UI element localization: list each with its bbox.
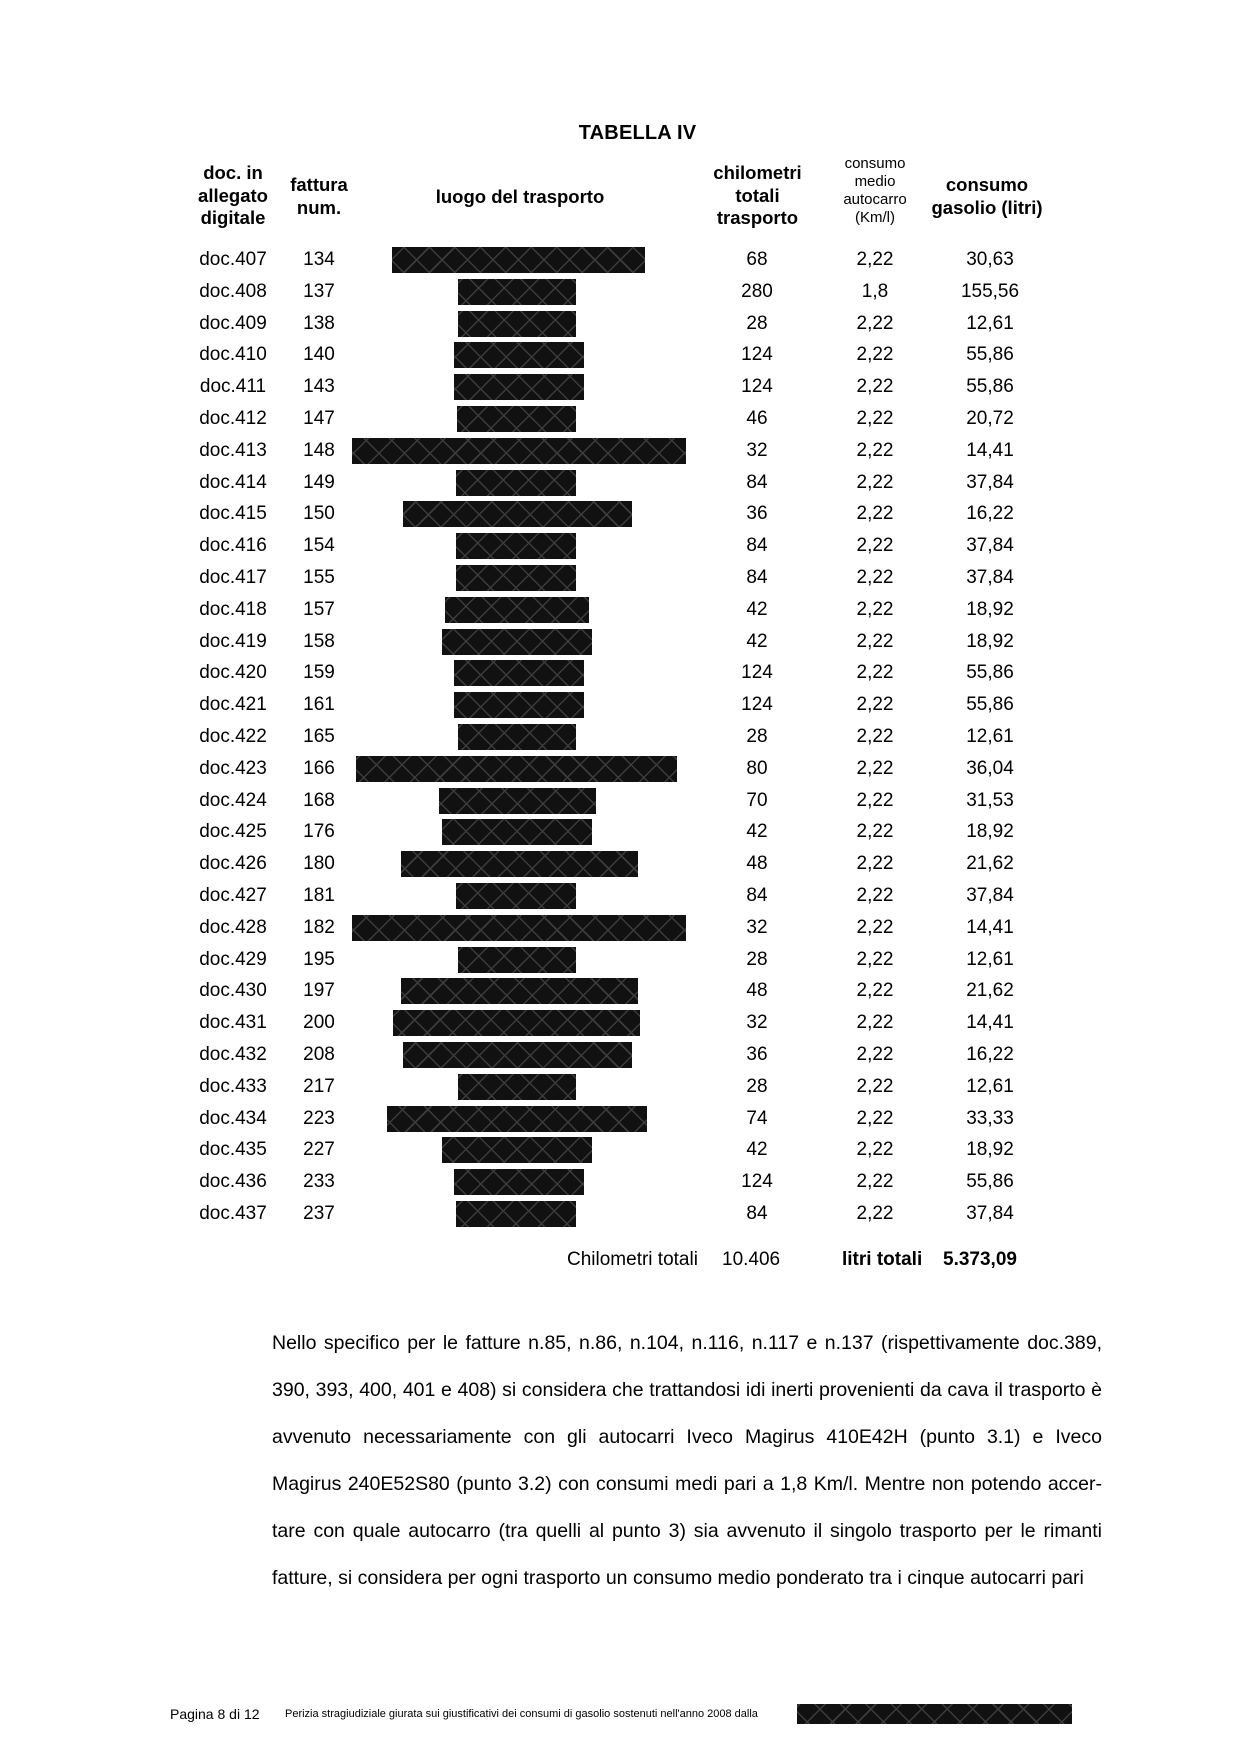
doc-cell: doc.434 [199, 1107, 267, 1129]
consumo-medio-cell: 2,22 [856, 1044, 894, 1065]
redaction-block [458, 1074, 576, 1100]
km-total-label: Chilometri totali [567, 1249, 698, 1270]
km-cell: 36 [746, 1044, 768, 1065]
km-cell: 70 [746, 789, 768, 811]
table-row [0, 689, 1240, 721]
consumo-medio-cell: 2,22 [856, 853, 894, 875]
doc-cell: doc.426 [199, 853, 267, 875]
km-total-value: 10.406 [722, 1249, 781, 1270]
consumo-medio-cell: 2,22 [856, 567, 894, 588]
gasolio-cell: 155,56 [960, 280, 1020, 302]
doc-cell: doc.419 [199, 630, 267, 652]
gasolio-cell: 37,84 [966, 471, 1014, 493]
table-row [0, 1198, 1240, 1230]
redaction-block [356, 756, 677, 782]
redaction-block [458, 724, 576, 750]
fattura-cell: 140 [303, 344, 335, 366]
redaction-block [456, 470, 576, 496]
redaction-block [454, 374, 584, 400]
km-cell: 48 [746, 853, 768, 875]
table-row [0, 244, 1240, 276]
consumo-medio-cell: 2,22 [856, 980, 894, 1002]
redaction-block [401, 978, 638, 1004]
km-cell: 84 [746, 1203, 768, 1224]
redaction-block [456, 565, 576, 591]
km-cell: 32 [746, 1012, 768, 1034]
gasolio-cell: 37,84 [966, 567, 1014, 588]
fattura-cell: 217 [303, 1075, 335, 1097]
redaction-block [458, 947, 576, 973]
fattura-cell: 166 [303, 757, 335, 779]
fattura-cell: 147 [303, 408, 335, 429]
consumo-medio-cell: 2,22 [856, 1139, 894, 1161]
fattura-cell: 197 [303, 980, 335, 1002]
redaction-block [442, 819, 592, 845]
gasolio-cell: 55,86 [966, 376, 1014, 398]
gasolio-cell: 12,61 [966, 1075, 1014, 1097]
km-cell: 28 [746, 1075, 768, 1097]
fattura-cell: 227 [303, 1139, 335, 1161]
fattura-cell: 159 [303, 662, 335, 684]
table-row [0, 1039, 1240, 1071]
table-row [0, 1071, 1240, 1103]
doc-cell: doc.411 [199, 376, 267, 398]
km-cell: 46 [746, 408, 768, 429]
table-row [0, 912, 1240, 944]
km-cell: 28 [746, 948, 768, 970]
doc-cell: doc.428 [199, 916, 267, 938]
gasolio-cell: 55,86 [966, 662, 1014, 684]
redaction-block [442, 1137, 592, 1163]
redaction-block [392, 247, 645, 273]
doc-cell: doc.413 [199, 439, 267, 461]
gasolio-cell: 31,53 [966, 789, 1014, 811]
doc-cell: doc.427 [199, 885, 267, 906]
redaction-block [457, 406, 576, 432]
km-cell: 32 [746, 916, 768, 938]
fattura-cell: 148 [303, 439, 335, 461]
consumo-medio-cell: 2,22 [856, 1171, 894, 1193]
gasolio-cell: 14,41 [966, 1012, 1014, 1034]
table-row [0, 626, 1240, 658]
gasolio-cell: 55,86 [966, 1171, 1014, 1193]
km-cell: 84 [746, 535, 768, 557]
redaction-block [403, 1042, 632, 1068]
redaction-block [458, 279, 576, 305]
consumo-medio-cell: 2,22 [856, 249, 894, 270]
header-doc: doc. in allegato digitale [198, 162, 268, 229]
consumo-medio-cell: 2,22 [856, 598, 894, 620]
gasolio-cell: 30,63 [966, 249, 1014, 270]
fattura-cell: 182 [303, 916, 335, 938]
km-cell: 280 [741, 280, 773, 302]
fattura-cell: 200 [303, 1012, 335, 1034]
table-row [0, 371, 1240, 403]
redaction-block [393, 1010, 640, 1036]
redaction-block [403, 501, 632, 527]
litri-total-value: 5.373,09 [943, 1249, 1017, 1270]
consumo-medio-cell: 2,22 [856, 471, 894, 493]
doc-cell: doc.423 [199, 757, 267, 779]
consumo-medio-cell: 2,22 [856, 408, 894, 429]
km-cell: 48 [746, 980, 768, 1002]
fattura-cell: 208 [303, 1044, 335, 1065]
gasolio-cell: 18,92 [966, 630, 1014, 652]
fattura-cell: 137 [303, 280, 335, 302]
redaction-block [456, 1201, 576, 1227]
table-row [0, 880, 1240, 912]
doc-cell: doc.425 [199, 821, 267, 843]
fattura-cell: 165 [303, 726, 335, 747]
km-cell: 80 [746, 757, 768, 779]
doc-cell: doc.429 [199, 948, 267, 970]
km-cell: 32 [746, 439, 768, 461]
gasolio-cell: 21,62 [966, 853, 1014, 875]
km-cell: 36 [746, 503, 768, 525]
footer-text: Perizia stragiudiziale giurata sui giustificativi dei consumi di gasolio sostenuti nell'anno 2008 dalla [285, 1708, 758, 1720]
redaction-block [387, 1106, 647, 1132]
fattura-cell: 176 [303, 821, 335, 843]
doc-cell: doc.437 [199, 1203, 267, 1224]
redaction-block [456, 883, 576, 909]
header-fattura: fattura num. [290, 174, 348, 218]
km-cell: 74 [746, 1107, 768, 1129]
consumo-medio-cell: 2,22 [856, 662, 894, 684]
fattura-cell: 149 [303, 471, 335, 493]
km-cell: 84 [746, 885, 768, 906]
fattura-cell: 181 [303, 885, 335, 906]
gasolio-cell: 14,41 [966, 916, 1014, 938]
totals-row [0, 1245, 1240, 1275]
consumo-medio-cell: 2,22 [856, 1012, 894, 1034]
fattura-cell: 233 [303, 1171, 335, 1193]
km-cell: 68 [746, 249, 768, 270]
km-cell: 124 [741, 694, 773, 716]
consumo-medio-cell: 2,22 [856, 344, 894, 366]
doc-cell: doc.431 [199, 1012, 267, 1034]
table-row [0, 1007, 1240, 1039]
table-row [0, 276, 1240, 308]
km-cell: 28 [746, 726, 768, 747]
doc-cell: doc.436 [199, 1171, 267, 1193]
table-row [0, 1134, 1240, 1166]
body-paragraph: Nello specifico per le fatture n.85, n.86, n.104, n.116, n.117 e n.137 (rispettivamente doc.389, 390, 393, 400, 401 e 408) si considera che trattandosi idi inerti provenienti da cava il trasporto è avvenuto necessariamente con gli autocarri Iveco Magirus 410E42H (punto 3.1) e Iveco Magirus 240E52S80 (punto 3.2) con consumi medi pari a 1,8 Km/l. Mentre non potendo accer-tare con quale autocarro (tra quelli al punto 3) sia avvenuto il singolo trasporto per le rimanti fatture, si considera per ogni trasporto un consumo medio ponderato tra i cinque autocarri pari [272, 1332, 1102, 1589]
consumo-medio-cell: 2,22 [856, 821, 894, 843]
redaction-block [352, 915, 686, 941]
doc-cell: doc.420 [199, 662, 267, 684]
fattura-cell: 158 [303, 630, 335, 652]
consumo-medio-cell: 2,22 [856, 1075, 894, 1097]
consumo-medio-cell: 2,22 [856, 630, 894, 652]
table-row [0, 944, 1240, 976]
consumo-medio-cell: 2,22 [856, 1203, 894, 1224]
consumo-medio-cell: 2,22 [856, 694, 894, 716]
doc-cell: doc.432 [199, 1044, 267, 1065]
header-km: chilometri totali trasporto [713, 162, 802, 229]
table-row [0, 785, 1240, 817]
redaction-block [442, 629, 592, 655]
table-row [0, 403, 1240, 435]
consumo-medio-cell: 2,22 [856, 789, 894, 811]
table-row [0, 562, 1240, 594]
doc-cell: doc.407 [199, 249, 267, 270]
redaction-block [439, 788, 596, 814]
fattura-cell: 223 [303, 1107, 335, 1129]
table-title: TABELLA IV [578, 122, 697, 144]
fattura-cell: 138 [303, 312, 335, 334]
gasolio-cell: 21,62 [966, 980, 1014, 1002]
table-row [0, 1166, 1240, 1198]
header-consumo-medio: consumo medio autocarro (Km/l) [843, 155, 907, 226]
gasolio-cell: 20,72 [966, 408, 1014, 429]
table-row [0, 594, 1240, 626]
fattura-cell: 134 [303, 249, 335, 270]
consumo-medio-cell: 2,22 [856, 1107, 894, 1129]
doc-cell: doc.409 [199, 312, 267, 334]
gasolio-cell: 14,41 [966, 439, 1014, 461]
fattura-cell: 157 [303, 598, 335, 620]
fattura-cell: 168 [303, 789, 335, 811]
fattura-cell: 155 [303, 567, 335, 588]
km-cell: 84 [746, 471, 768, 493]
doc-cell: doc.430 [199, 980, 267, 1002]
table-row [0, 816, 1240, 848]
doc-cell: doc.408 [199, 280, 267, 302]
header-luogo: luogo del trasporto [435, 186, 605, 207]
gasolio-cell: 12,61 [966, 312, 1014, 334]
doc-cell: doc.421 [199, 694, 267, 716]
km-cell: 124 [741, 344, 773, 366]
doc-cell: doc.417 [199, 567, 267, 588]
doc-cell: doc.422 [199, 726, 267, 747]
table-row [0, 721, 1240, 753]
table-row [0, 308, 1240, 340]
gasolio-cell: 16,22 [966, 503, 1014, 525]
gasolio-cell: 37,84 [966, 535, 1014, 557]
doc-cell: doc.415 [199, 503, 267, 525]
gasolio-cell: 12,61 [966, 726, 1014, 747]
gasolio-cell: 55,86 [966, 694, 1014, 716]
doc-cell: doc.424 [199, 789, 267, 811]
fattura-cell: 143 [303, 376, 335, 398]
redaction-block [352, 438, 686, 464]
consumo-medio-cell: 2,22 [856, 312, 894, 334]
redaction-block [445, 597, 589, 623]
consumo-medio-cell: 2,22 [856, 948, 894, 970]
redaction-block [454, 692, 584, 718]
km-cell: 42 [746, 630, 768, 652]
consumo-medio-cell: 2,22 [856, 439, 894, 461]
doc-cell: doc.412 [199, 408, 267, 429]
table-row [0, 1103, 1240, 1135]
km-cell: 124 [741, 376, 773, 398]
redaction-block [454, 660, 584, 686]
redaction-block [456, 533, 576, 559]
gasolio-cell: 16,22 [966, 1044, 1014, 1065]
gasolio-cell: 33,33 [966, 1107, 1014, 1129]
consumo-medio-cell: 2,22 [856, 726, 894, 747]
redaction-block [458, 311, 576, 337]
km-cell: 124 [741, 662, 773, 684]
km-cell: 28 [746, 312, 768, 334]
gasolio-cell: 18,92 [966, 1139, 1014, 1161]
gasolio-cell: 37,84 [966, 885, 1014, 906]
page-number: Pagina 8 di 12 [170, 1706, 260, 1722]
km-cell: 42 [746, 1139, 768, 1161]
fattura-cell: 237 [303, 1203, 335, 1224]
gasolio-cell: 37,84 [966, 1203, 1014, 1224]
page-footer [0, 1702, 1240, 1726]
doc-cell: doc.433 [199, 1075, 267, 1097]
km-cell: 42 [746, 598, 768, 620]
km-cell: 124 [741, 1171, 773, 1193]
doc-cell: doc.414 [199, 471, 267, 493]
doc-cell: doc.410 [199, 344, 267, 366]
table-row [0, 467, 1240, 499]
redaction-block [797, 1704, 1072, 1724]
gasolio-cell: 18,92 [966, 821, 1014, 843]
table-row [0, 975, 1240, 1007]
consumo-medio-cell: 1,8 [861, 280, 889, 302]
fattura-cell: 150 [303, 503, 335, 525]
gasolio-cell: 36,04 [966, 757, 1014, 779]
table-row [0, 753, 1240, 785]
km-cell: 84 [746, 567, 768, 588]
redaction-block [454, 1169, 584, 1195]
doc-cell: doc.418 [199, 598, 267, 620]
consumo-medio-cell: 2,22 [856, 535, 894, 557]
redaction-block [401, 851, 638, 877]
fattura-cell: 161 [303, 694, 335, 716]
table-row [0, 848, 1240, 880]
fattura-cell: 154 [303, 535, 335, 557]
gasolio-cell: 55,86 [966, 344, 1014, 366]
consumo-medio-cell: 2,22 [856, 503, 894, 525]
header-consumo-gasolio: consumo gasolio (litri) [931, 174, 1043, 218]
fattura-cell: 180 [303, 853, 335, 875]
consumo-medio-cell: 2,22 [856, 757, 894, 779]
fattura-cell: 195 [303, 948, 335, 970]
consumo-medio-cell: 2,22 [856, 885, 894, 906]
table-row [0, 657, 1240, 689]
table-row [0, 530, 1240, 562]
redaction-block [454, 342, 584, 368]
doc-cell: doc.416 [199, 535, 267, 557]
gasolio-cell: 12,61 [966, 948, 1014, 970]
table-row [0, 339, 1240, 371]
table-row [0, 498, 1240, 530]
gasolio-cell: 18,92 [966, 598, 1014, 620]
km-cell: 42 [746, 821, 768, 843]
doc-cell: doc.435 [199, 1139, 267, 1161]
table-row [0, 435, 1240, 467]
litri-total-label: litri totali [842, 1249, 923, 1270]
consumo-medio-cell: 2,22 [856, 376, 894, 398]
consumo-medio-cell: 2,22 [856, 916, 894, 938]
